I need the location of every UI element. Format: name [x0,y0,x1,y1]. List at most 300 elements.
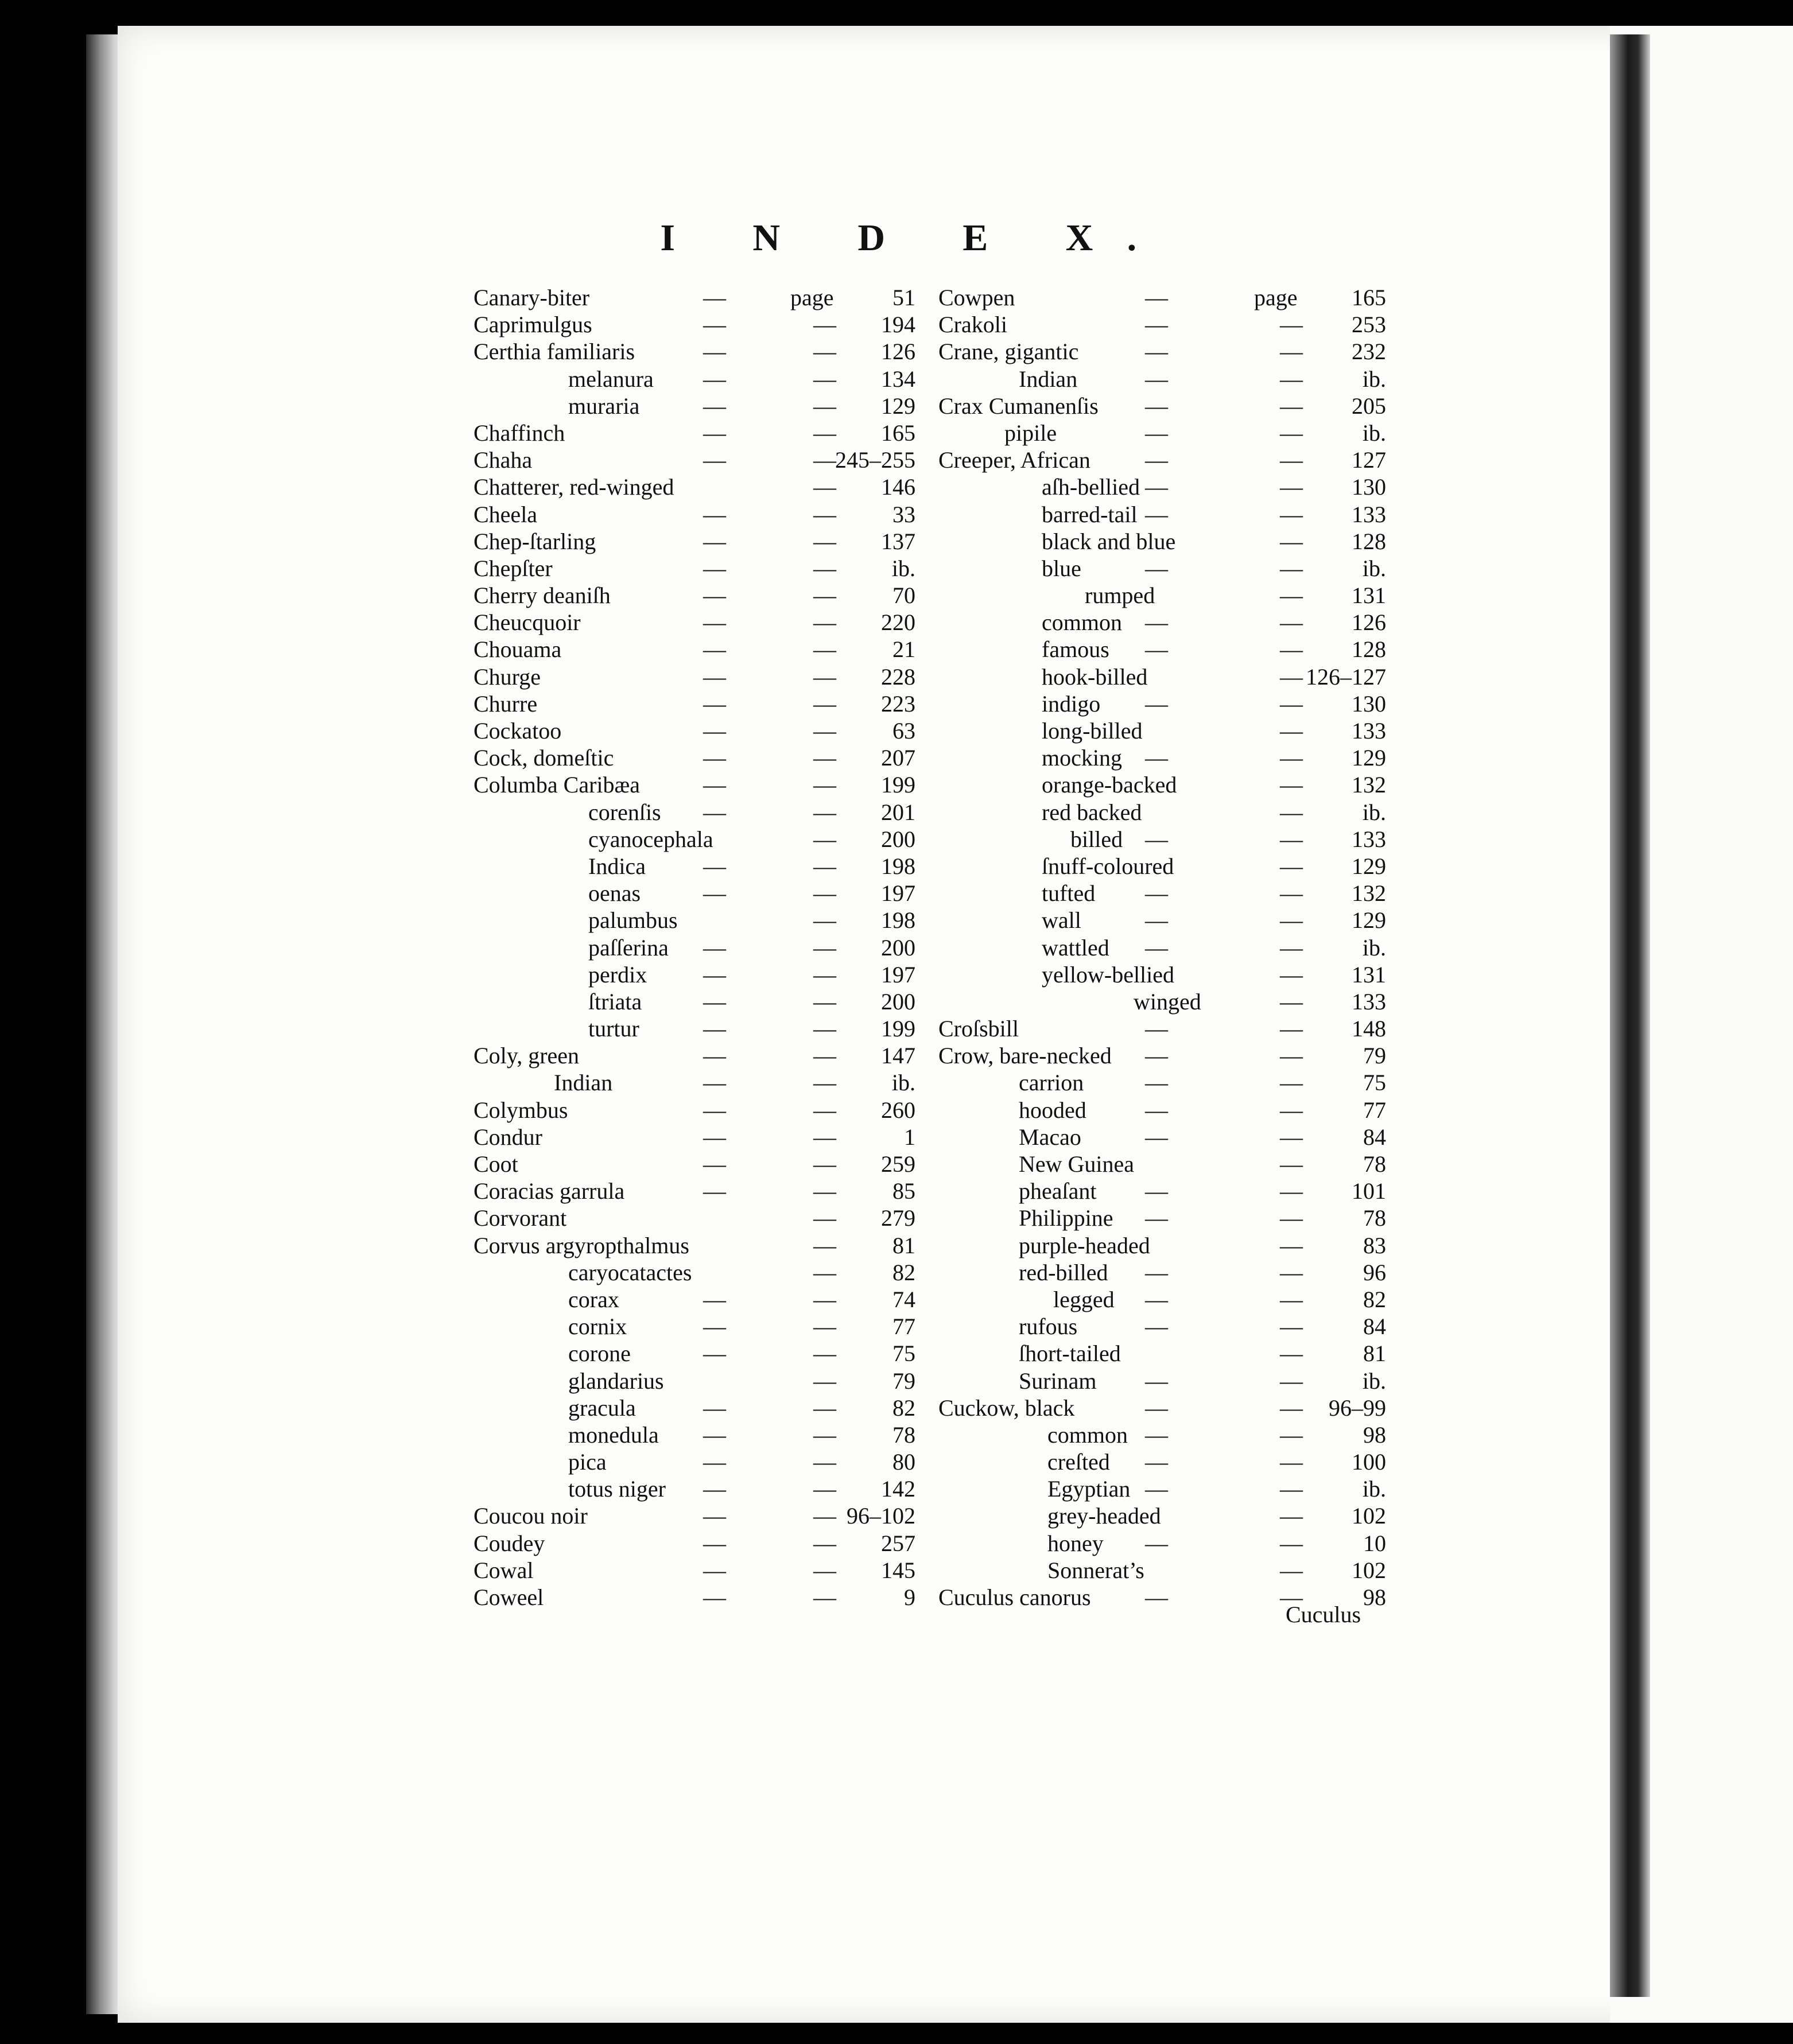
index-row [938,934,1386,961]
page-number: 102 [1352,1503,1386,1529]
leader-dash: — [703,1178,726,1204]
index-entry: creſted [1047,1449,1110,1475]
index-row [474,744,915,771]
page-number: 84 [1363,1124,1386,1150]
index-entry: Chatterer, red-winged [474,474,674,500]
index-row [938,393,1386,419]
leader-dash: — [813,718,836,744]
index-entry: Columba Caribæa [474,772,640,798]
page-number: 129 [1352,745,1386,771]
leader-dash: — [1145,1205,1168,1231]
index-row [474,853,915,880]
index-row [938,1475,1386,1502]
page-number: 78 [1363,1151,1386,1177]
index-row [938,1097,1386,1124]
leader-dash: — [1280,1557,1303,1583]
leader-dash: — [1145,1476,1168,1502]
leader-dash: — [703,1124,726,1150]
index-entry: ſtriata [588,988,642,1015]
page-title: I N D E X. [660,217,1171,259]
index-row [474,826,915,853]
leader-dash: — [1280,718,1303,744]
index-row [938,744,1386,771]
leader-dash: — [1280,826,1303,852]
index-entry: Chep-ſtarling [474,528,596,554]
index-row [474,636,915,663]
leader-dash: — [813,1016,836,1042]
leader-dash: — [1145,1016,1168,1042]
page-number: 79 [1363,1043,1386,1069]
index-entry: grey-headed [1047,1503,1161,1529]
page-number: ib. [1362,934,1386,961]
page-number: 77 [892,1314,915,1340]
page-label: page [1254,285,1298,310]
index-row [474,1124,915,1151]
leader-dash: — [813,934,836,961]
page-number: 197 [881,961,915,988]
index-row [938,799,1386,826]
leader-dash: — [703,1530,726,1556]
leader-dash: — [1145,934,1168,961]
page-number: 129 [881,393,915,419]
index-entry: Corvus argyropthalmus [474,1232,689,1258]
index-row [938,1286,1386,1313]
index-row [938,826,1386,853]
leader-dash: — [1280,853,1303,879]
index-entry: caryocatactes [568,1259,692,1285]
page-number: 78 [1363,1205,1386,1231]
leader-dash: — [1280,636,1303,663]
leader-dash: — [1145,636,1168,663]
index-row [474,501,915,528]
leader-dash: — [1145,1584,1168,1610]
page-number: 82 [892,1259,915,1285]
page-number: 132 [1352,880,1386,907]
leader-dash: — [703,718,726,744]
leader-dash: — [813,772,836,798]
index-row [938,1069,1386,1096]
index-entry: muraria [568,393,640,419]
page-number: 133 [1352,826,1386,852]
index-column-right [938,284,1386,1611]
leader-dash: — [813,799,836,825]
index-entry: rumped [1085,582,1155,609]
index-row [938,528,1386,555]
index-row [938,1340,1386,1367]
page-number: 130 [1352,690,1386,717]
index-row [474,1394,915,1421]
leader-dash: — [1145,880,1168,907]
leader-dash: — [1280,772,1303,798]
page-number: 199 [881,1016,915,1042]
page-number: 21 [892,636,915,663]
index-row [474,1448,915,1475]
index-row [474,338,915,365]
leader-dash: — [813,1584,836,1610]
page-number: 82 [1363,1286,1386,1312]
leader-dash: — [703,853,726,879]
page-number: 96 [1363,1259,1386,1285]
leader-dash: — [813,1503,836,1529]
leader-dash: — [813,988,836,1015]
leader-dash: — [813,474,836,500]
page-number: 205 [1352,393,1386,419]
index-row [938,473,1386,500]
page-number: 253 [1352,312,1386,338]
index-row [938,853,1386,880]
index-row [938,1530,1386,1557]
page-number: 134 [881,366,915,392]
leader-dash: — [1280,312,1303,338]
page-number: 63 [892,718,915,744]
leader-dash: — [813,447,836,473]
leader-dash: — [703,555,726,581]
leader-dash: — [813,555,836,581]
page-number: 232 [1352,339,1386,365]
index-entry: Sonnerat’s [1047,1557,1144,1583]
page-number: ib. [1362,1476,1386,1502]
leader-dash: — [1145,393,1168,419]
index-entry: hook-billed [1042,663,1148,690]
index-row [938,338,1386,365]
index-row [938,1178,1386,1204]
index-row [938,771,1386,798]
index-entry: Cowal [474,1557,534,1583]
index-entry: Creeper, African [938,447,1090,473]
leader-dash: — [813,1232,836,1258]
page-number: ib. [1362,1367,1386,1394]
index-entry: perdix [588,961,647,988]
index-entry: winged [1134,988,1201,1015]
leader-dash: — [1280,1367,1303,1394]
leader-dash: — [703,799,726,825]
leader-dash: — [703,339,726,365]
leader-dash: — [1280,1097,1303,1123]
index-row [474,1259,915,1286]
leader-dash: — [1280,1070,1303,1096]
index-entry: legged [1053,1286,1115,1312]
page-number: 82 [892,1394,915,1421]
leader-dash: — [1145,1394,1168,1421]
leader-dash: — [703,447,726,473]
leader-dash: — [703,1557,726,1583]
page-number: 245–255 [835,447,915,473]
index-row [938,582,1386,609]
page-number: 81 [1363,1340,1386,1367]
leader-dash: — [1280,690,1303,717]
index-entry: barred-tail [1042,501,1138,527]
index-row [474,961,915,988]
index-row [474,663,915,690]
index-entry: blue [1042,555,1081,581]
leader-dash: — [1280,447,1303,473]
leader-dash: — [703,690,726,717]
leader-dash: — [1280,1476,1303,1502]
index-row [474,1502,915,1529]
page-number: ib. [1362,419,1386,446]
leader-dash: — [1280,663,1303,690]
page-number: 78 [892,1421,915,1448]
leader-dash: — [703,1097,726,1123]
index-row [474,717,915,744]
leader-dash: — [1145,1449,1168,1475]
page-number: 145 [881,1557,915,1583]
index-row [474,1232,915,1259]
page-number: 81 [892,1232,915,1258]
leader-dash: — [813,1394,836,1421]
leader-dash: — [1280,1421,1303,1448]
page-number: 75 [1363,1070,1386,1096]
index-entry: yellow-bellied [1042,961,1175,988]
index-row [474,1584,915,1611]
leader-dash: — [813,1151,836,1177]
page-number: 200 [881,826,915,852]
leader-dash: — [813,609,836,636]
index-entry: red backed [1042,799,1142,825]
page-number: 85 [892,1178,915,1204]
index-column-left [474,284,915,1611]
leader-dash: — [813,853,836,879]
index-entry: Chouama [474,636,562,663]
index-row [474,1557,915,1584]
leader-dash: — [813,419,836,446]
leader-dash: — [1145,366,1168,392]
leader-dash: — [1280,745,1303,771]
index-row [474,1421,915,1448]
index-entry: Cheucquoir [474,609,581,636]
leader-dash: — [1280,609,1303,636]
index-row [474,393,915,419]
leader-dash: — [1145,1314,1168,1340]
leader-dash: — [703,366,726,392]
index-row [938,880,1386,907]
index-entry: corenſis [588,799,661,825]
index-entry: Crax Cumanenſis [938,393,1099,419]
index-entry: Philippine [1019,1205,1113,1231]
page-number: 260 [881,1097,915,1123]
index-row [474,528,915,555]
leader-dash: — [1145,745,1168,771]
index-entry: ſnuff-coloured [1042,853,1174,879]
leader-dash: — [703,312,726,338]
page-number: 84 [1363,1314,1386,1340]
leader-dash: — [703,1016,726,1042]
index-entry: Cheela [474,501,538,527]
leader-dash: — [1280,799,1303,825]
index-entry: paſſerina [588,934,669,961]
page-number: 130 [1352,474,1386,500]
leader-dash: — [703,745,726,771]
index-entry: Crow, bare-necked [938,1043,1112,1069]
page-number: 70 [892,582,915,609]
index-row [938,1151,1386,1178]
index-entry: turtur [588,1016,639,1042]
index-entry: Cock, domeſtic [474,745,614,771]
leader-dash: — [1280,1232,1303,1258]
leader-dash: — [1280,1016,1303,1042]
leader-dash: — [813,1367,836,1394]
page-number: 146 [881,474,915,500]
leader-dash: — [1280,1449,1303,1475]
leader-dash: — [703,1449,726,1475]
index-row [474,880,915,907]
page-number: 207 [881,745,915,771]
leader-dash: — [703,393,726,419]
leader-dash: — [1145,690,1168,717]
index-row [938,717,1386,744]
leader-dash: — [813,1530,836,1556]
page-number: ib. [891,1070,915,1096]
leader-dash: — [813,1205,836,1231]
index-row [474,1204,915,1231]
page-number: 133 [1352,501,1386,527]
leader-dash: — [813,690,836,717]
leader-dash: — [703,1151,726,1177]
page-number: 201 [881,799,915,825]
leader-dash: — [813,1043,836,1069]
leader-dash: — [1280,501,1303,527]
leader-dash: — [703,1584,726,1610]
index-row [938,555,1386,582]
page-number: ib. [891,555,915,581]
page-number: 126 [881,339,915,365]
page-number: 51 [892,285,915,310]
index-row [474,555,915,582]
leader-dash: — [813,636,836,663]
leader-dash: — [1280,1124,1303,1150]
page-number: 198 [881,853,915,879]
index-row [938,1448,1386,1475]
index-row [474,609,915,636]
page-number: 131 [1352,582,1386,609]
index-row [474,1178,915,1204]
index-entry: Crane, gigantic [938,339,1079,365]
index-row [938,1394,1386,1421]
index-row [938,1367,1386,1394]
index-entry: Surinam [1019,1367,1097,1394]
leader-dash: — [703,1043,726,1069]
page-number: 200 [881,988,915,1015]
index-entry: melanura [568,366,654,392]
leader-dash: — [1145,339,1168,365]
leader-dash: — [1145,1043,1168,1069]
index-entry: purple-headed [1019,1232,1150,1258]
leader-dash: — [703,1503,726,1529]
page-number: 128 [1352,528,1386,554]
page-number: 197 [881,880,915,907]
leader-dash: — [703,501,726,527]
leader-dash: — [703,1070,726,1096]
leader-dash: — [703,582,726,609]
index-row [938,636,1386,663]
index-entry: hooded [1019,1097,1086,1123]
leader-dash: — [813,826,836,852]
index-entry: Condur [474,1124,542,1150]
leader-dash: — [1280,339,1303,365]
index-row [938,1259,1386,1286]
index-row [938,419,1386,446]
index-row [938,1232,1386,1259]
page-number: 96–99 [1329,1394,1386,1421]
leader-dash: — [703,1421,726,1448]
index-row [474,1313,915,1340]
leader-dash: — [703,609,726,636]
index-entry: totus niger [568,1476,666,1502]
leader-dash: — [813,366,836,392]
index-row [474,1097,915,1124]
index-entry: wattled [1042,934,1109,961]
index-row [938,907,1386,934]
index-row [938,1015,1386,1042]
leader-dash: — [1280,1043,1303,1069]
page-number: 223 [881,690,915,717]
page-number: 131 [1352,961,1386,988]
index-row [938,1042,1386,1069]
page-number: 129 [1352,853,1386,879]
index-row [474,988,915,1015]
leader-dash: — [703,1340,726,1367]
index-row [474,1015,915,1042]
leader-dash: — [813,1124,836,1150]
leader-dash: — [1280,393,1303,419]
index-entry: Colymbus [474,1097,568,1123]
page-number: ib. [1362,366,1386,392]
index-entry: cornix [568,1314,627,1340]
index-row [938,284,1386,311]
leader-dash: — [1145,1097,1168,1123]
leader-dash: — [813,1449,836,1475]
index-entry: common [1042,609,1122,636]
index-entry: glandarius [568,1367,664,1394]
index-entry: Cherry deaniſh [474,582,611,609]
leader-dash: — [1145,1286,1168,1312]
leader-dash: — [703,1314,726,1340]
leader-dash: — [1280,1503,1303,1529]
leader-dash: — [1145,1530,1168,1556]
index-row [474,1069,915,1096]
index-entry: Caprimulgus [474,312,592,338]
index-row [474,690,915,717]
index-entry: Cockatoo [474,718,562,744]
page-number: 80 [892,1449,915,1475]
leader-dash: — [813,1259,836,1285]
index-entry: black and blue [1042,528,1176,554]
index-row [474,1367,915,1394]
index-row [474,446,915,473]
leader-dash: — [1280,934,1303,961]
page-number: 279 [881,1205,915,1231]
leader-dash: — [1145,1259,1168,1285]
page-number: 165 [881,419,915,446]
page-number: 198 [881,907,915,934]
index-row [938,988,1386,1015]
page-number: 101 [1352,1178,1386,1204]
leader-dash: — [1280,528,1303,554]
leader-dash: — [1280,1259,1303,1285]
index-entry: Churge [474,663,541,690]
index-entry: oenas [588,880,641,907]
index-entry: Certhia familiaris [474,339,635,365]
leader-dash: — [1280,1314,1303,1340]
page-number: 77 [1363,1097,1386,1123]
index-row [938,1124,1386,1151]
index-entry: Coucou noir [474,1503,588,1529]
page-number: 102 [1352,1557,1386,1583]
index-row [474,473,915,500]
page-number: 220 [881,609,915,636]
leader-dash: — [813,907,836,934]
page-edge [86,34,121,2014]
